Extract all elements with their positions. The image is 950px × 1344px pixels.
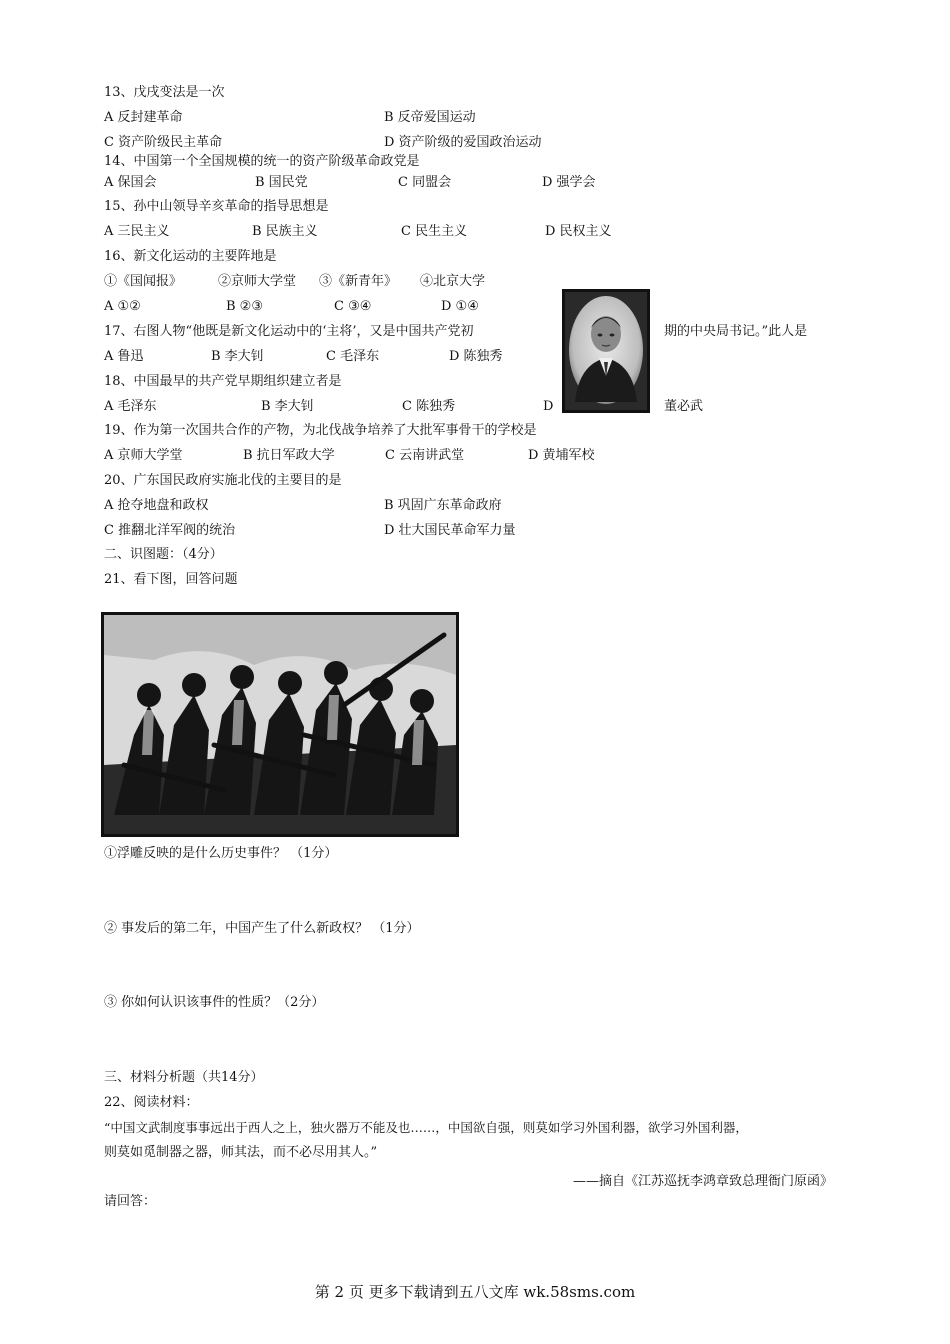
portrait-image [565,292,647,410]
q16-option-d: D ①④ [441,299,479,314]
q15-option-a: A 三民主义 [104,224,170,239]
q22-quote-line-2: 则莫如觅制器之器，师其法，而不必尽用其人。” [104,1145,378,1160]
q14-option-b: B 国民党 [255,175,308,190]
q15-option-b: B 民族主义 [252,224,318,239]
q16-item-4: ④北京大学 [420,274,486,289]
q19-option-a: A 京师大学堂 [104,448,183,463]
q22-stem: 22、阅读材料： [104,1095,199,1110]
q16-item-3: ③《新青年》 [319,274,398,289]
q16-item-1: ①《国闻报》 [104,274,183,289]
q14-option-d: D 强学会 [542,175,596,190]
relief-sculpture-image [101,612,459,837]
q13-option-c: C 资产阶级民主革命 [104,135,223,150]
q19-option-c: C 云南讲武堂 [385,448,465,463]
relief-picture [104,615,456,834]
q22-quote-line-1: “中国文武制度事事远出于西人之上，独火器万不能及也……，中国欲自强，则莫如学习外国利器，欲学习外国利器， [104,1120,748,1135]
q19-option-b: B 抗日军政大学 [243,448,335,463]
q21-sub-2: ② 事发后的第二年，中国产生了什么新政权？ （1分） [104,921,420,936]
q20-option-a: A 抢夺地盘和政权 [104,498,209,513]
q20-option-c: C 推翻北洋军阀的统治 [104,523,236,538]
portrait-photo [562,289,650,413]
q16-option-b: B ②③ [226,299,263,314]
section-3-heading: 三、材料分析题（共14分） [104,1070,264,1085]
q14-option-c: C 同盟会 [398,175,452,190]
q21-stem: 21、看下图，回答问题 [104,572,238,587]
q16-stem: 16、新文化运动的主要阵地是 [104,249,277,264]
page-footer: 第 2 页 更多下载请到五八文库 wk.58sms.com [314,1283,636,1301]
q16-option-c: C ③④ [334,299,372,314]
q22-prompt: 请回答： [104,1194,157,1209]
q18-option-a: A 毛泽东 [104,399,157,414]
q18-option-d-text: 董必武 [664,399,704,414]
q15-stem: 15、孙中山领导辛亥革命的指导思想是 [104,199,329,214]
q17-option-c: C 毛泽东 [326,349,380,364]
q16-item-2: ②京师大学堂 [218,274,297,289]
q13-option-b: B 反帝爱国运动 [384,110,476,125]
q18-option-c: C 陈独秀 [402,399,456,414]
q18-option-d-letter: D [543,399,554,414]
q22-source: ——摘自《江苏巡抚李鸿章致总理衙门原函》 [573,1174,834,1189]
q20-stem: 20、广东国民政府实施北伐的主要目的是 [104,473,342,488]
q13-option-d: D 资产阶级的爱国政治运动 [384,135,542,150]
q14-stem: 14、中国第一个全国规模的统一的资产阶级革命政党是 [104,154,420,169]
q17-option-d: D 陈独秀 [449,349,503,364]
q17-option-a: A 鲁迅 [104,349,144,364]
q14-option-a: A 保国会 [104,175,157,190]
q17-option-b: B 李大钊 [211,349,264,364]
q21-sub-1: ①浮雕反映的是什么历史事件？ （1分） [104,846,338,861]
section-2-heading: 二、识图题：（4分） [104,547,223,562]
q20-option-b: B 巩固广东革命政府 [384,498,502,513]
q13-option-a: A 反封建革命 [104,110,183,125]
q19-stem: 19、作为第一次国共合作的产物，为北伐战争培养了大批军事骨干的学校是 [104,423,537,438]
q18-option-b: B 李大钊 [261,399,314,414]
q17-stem: 17、右图人物“他既是新文化运动中的‘主将’，又是中国共产党初 [104,324,474,339]
q15-option-d: D 民权主义 [545,224,612,239]
q20-option-d: D 壮大国民革命军力量 [384,523,516,538]
q13-stem: 13、戊戌变法是一次 [104,85,225,100]
q19-option-d: D 黄埔军校 [528,448,595,463]
q21-sub-3: ③ 你如何认识该事件的性质？（2分） [104,995,325,1010]
q17-stem-continued: 期的中央局书记。”此人是 [664,324,808,339]
q15-option-c: C 民生主义 [401,224,468,239]
q18-stem: 18、中国最早的共产党早期组织建立者是 [104,374,342,389]
q16-option-a: A ①② [104,299,141,314]
